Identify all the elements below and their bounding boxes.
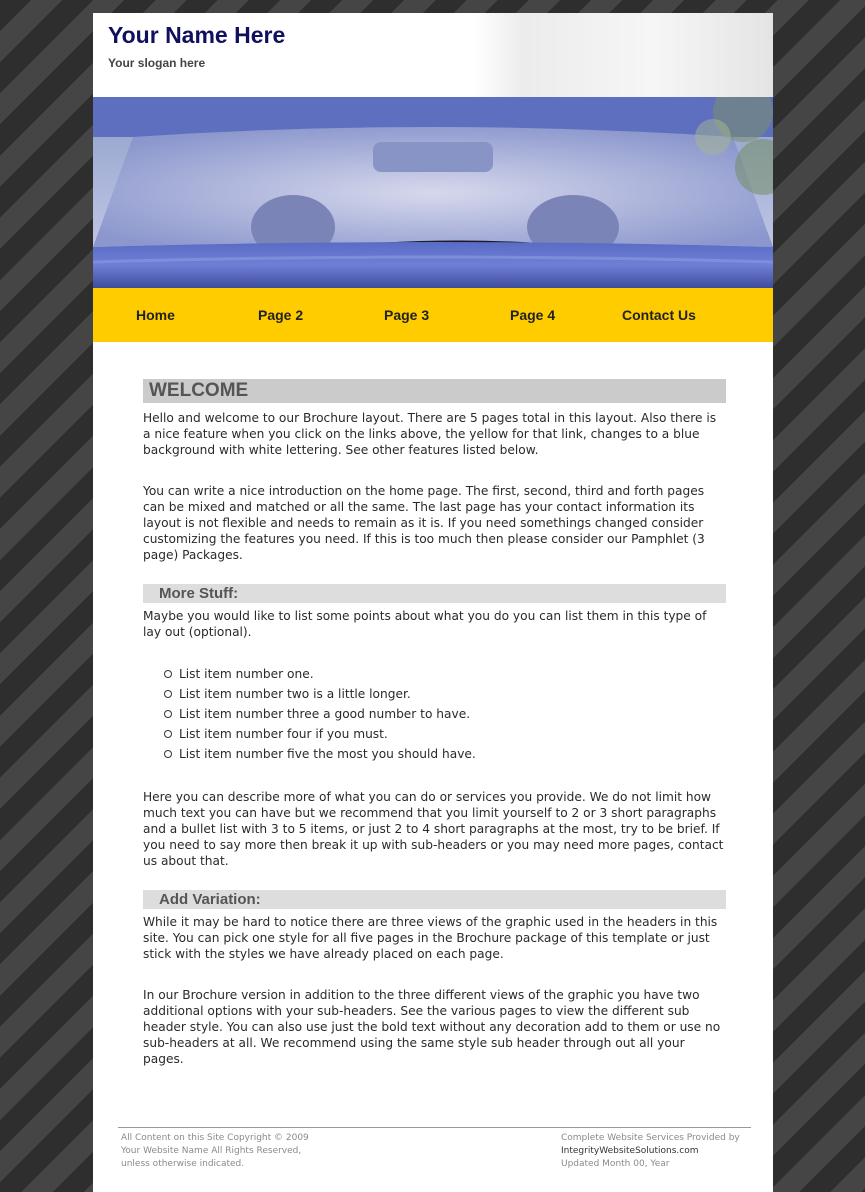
site-header	[93, 13, 773, 97]
variation-paragraph-1: While it may be hard to notice there are three views of the graphic used in the headers in this site. You can pick one style for all five pages in the Brochure package of this template or just stick with the styles we have already placed on each page.	[143, 915, 718, 961]
main-nav	[93, 288, 773, 342]
add-variation-heading: Add Variation:	[143, 890, 726, 909]
list-item: List item number two is a little longer.	[179, 684, 726, 704]
nav-link-page-4[interactable]: Page 4	[510, 307, 556, 323]
footer-credit-link[interactable]: IntegrityWebsiteSolutions.com	[561, 1146, 699, 1156]
welcome-heading: WELCOME	[143, 379, 726, 403]
feature-list	[143, 664, 726, 764]
circle-bullet-icon	[164, 750, 172, 758]
nav-link-contact-us[interactable]: Contact Us	[622, 307, 696, 323]
list-item: List item number four if you must.	[179, 724, 726, 744]
intro-paragraph-2: You can write a nice introduction on the home page. The first, second, third and forth pages can be mixed and matched or all the same. The last page has your contact information its layout is not flexible and needs to remain as it is. If you need somethings changed consider customizing the features you need. If this is too much then please consider our Pamphlet (3 page) Packages.	[143, 484, 705, 562]
more-stuff-outro: Here you can describe more of what you can do or services you provide. We do not limit how much text you can have but we recommend that you limit yourself to 2 or 3 short paragraphs and a bullet list with 3 to 5 items, or just 2 to 4 short paragraphs at the most, try to be brief. If you need to say more then break it up with sub-headers or you may need more pages, contact us about that.	[143, 790, 724, 868]
circle-bullet-icon	[164, 730, 172, 738]
footer-copyright: All Content on this Site Copyright © 2009 Your Website Name All Rights Reserved, unless otherwise indicated.	[121, 1133, 309, 1169]
site-slogan: Your slogan here	[108, 56, 206, 70]
list-item: List item number five the most you should have.	[179, 744, 726, 764]
header-banner-image	[93, 97, 773, 288]
circle-bullet-icon	[164, 670, 172, 678]
list-item: List item number three a good number to have.	[179, 704, 726, 724]
nav-link-page-2[interactable]: Page 2	[258, 307, 304, 323]
nav-link-page-3[interactable]: Page 3	[384, 307, 430, 323]
variation-paragraph-2: In our Brochure version in addition to the three different views of the graphic you have two additional options with your sub-headers. See the various pages to view the different sub header style. You can also use just the bold text without any decoration add to them or use no sub-headers at all. We recommend using the same style sub header through out all your pages.	[143, 988, 721, 1066]
nav-link-home[interactable]: Home	[136, 307, 175, 323]
circle-bullet-icon	[164, 710, 172, 718]
circle-bullet-icon	[164, 690, 172, 698]
intro-paragraph-1: Hello and welcome to our Brochure layout. There are 5 pages total in this layout. Also there is a nice feature when you click on the links above, the yellow for that link, changes to a blue background with white lettering. See other features listed below.	[143, 411, 717, 457]
footer-credits: Complete Website Services Provided by IntegrityWebsiteSolutions.com Updated Month 00, Year	[561, 1133, 740, 1169]
more-stuff-heading: More Stuff:	[143, 584, 726, 603]
list-item: List item number one.	[179, 664, 726, 684]
page-container	[93, 13, 773, 1192]
site-name: Your Name Here	[108, 22, 286, 48]
footer-divider	[118, 1127, 751, 1128]
main-content	[143, 379, 726, 1067]
more-stuff-intro: Maybe you would like to list some points about what you do you can list them in this type of lay out (optional).	[143, 609, 707, 639]
